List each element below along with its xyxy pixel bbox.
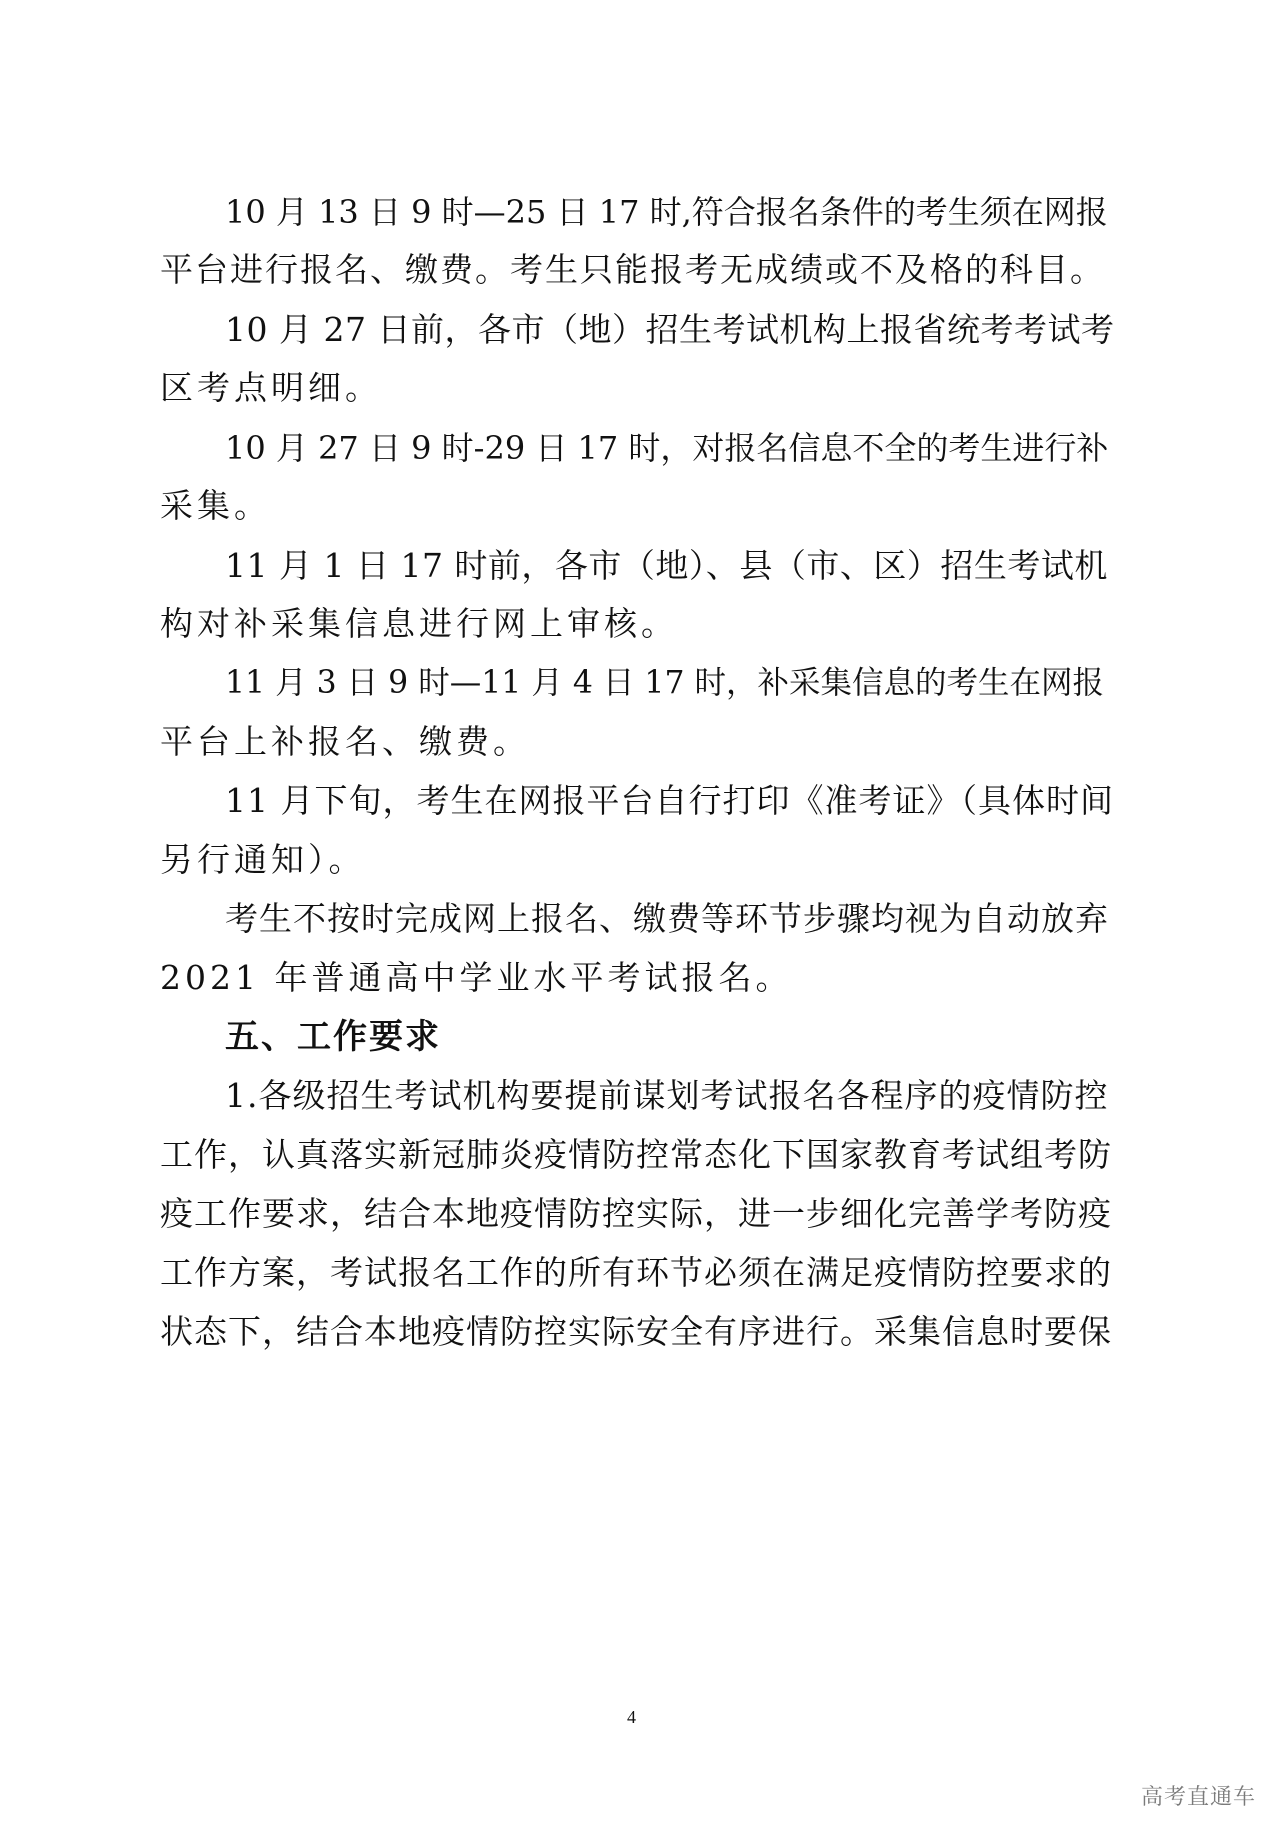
text-line: 10 月 27 日 9 时-29 日 17 时，对报名信息不全的考生进行补 [225, 429, 1109, 467]
text-line: 2021 年普通高中学业水平考试报名。 [160, 958, 793, 997]
text-line: 区考点明细。 [160, 368, 382, 407]
text-line: 11 月 1 日 17 时前，各市（地）、县（市、区）招生考试机 [225, 546, 1108, 585]
text-line: 11 月下旬，考生在网报平台自行打印《准考证》（具体时间 [225, 781, 1114, 820]
text-line: 1.各级招生考试机构要提前谋划考试报名各程序的疫情防控 [225, 1076, 1109, 1115]
text-line: 疫工作要求，结合本地疫情防控实际，进一步细化完善学考防疫 [160, 1194, 1112, 1233]
text-line: 10 月 13 日 9 时—25 日 17 时,符合报名条件的考生须在网报 [225, 193, 1108, 231]
text-line: 考生不按时完成网上报名、缴费等环节步骤均视为自动放弃 [225, 899, 1109, 938]
watermark: 高考直通车 [1140, 1785, 1256, 1810]
text-line: 工作方案，考试报名工作的所有环节必须在满足疫情防控要求的 [160, 1253, 1112, 1292]
text-line: 构对补采集信息进行网上审核。 [160, 604, 678, 643]
page-number: 4 [627, 1707, 636, 1727]
text-line: 平台上补报名、缴费。 [160, 722, 530, 761]
text-line: 另行通知）。 [160, 840, 366, 879]
text-line: 平台进行报名、缴费。考生只能报考无成绩或不及格的科目。 [160, 250, 1105, 289]
text-line: 工作，认真落实新冠肺炎疫情防控常态化下国家教育考试组考防 [160, 1135, 1112, 1174]
text-line: 状态下，结合本地疫情防控实际安全有序进行。采集信息时要保 [160, 1312, 1112, 1351]
section-heading: 五、工作要求 [225, 1017, 441, 1057]
text-line: 11 月 3 日 9 时—11 月 4 日 17 时，补采集信息的考生在网报 [225, 665, 1105, 701]
text-line: 10 月 27 日前，各市（地）招生考试机构上报省统考考试考 [225, 310, 1115, 349]
text-line: 采集。 [160, 486, 271, 525]
